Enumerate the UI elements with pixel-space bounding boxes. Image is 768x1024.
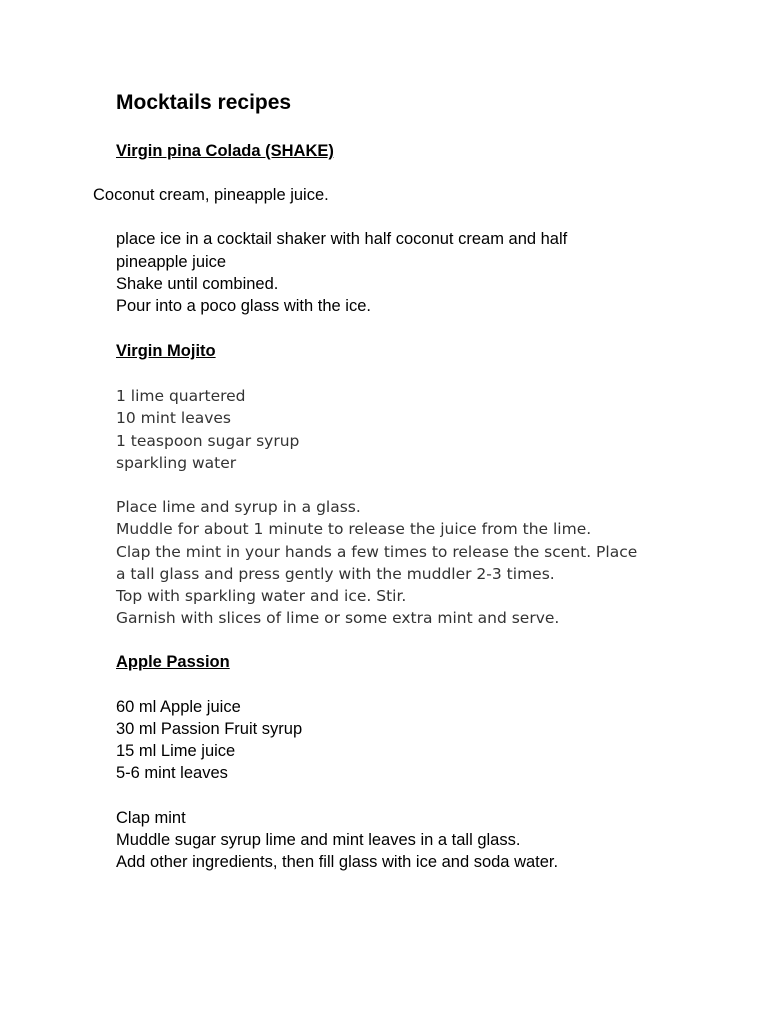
recipe-step: Top with sparkling water and ice. Stir. [116, 587, 407, 605]
recipe-summary: Coconut cream, pineapple juice. [93, 186, 329, 204]
ingredient-item: sparkling water [116, 454, 237, 472]
recipe-step: place ice in a cocktail shaker with half coconut cream and half [116, 230, 568, 248]
page-title: Mocktails recipes [116, 91, 292, 114]
recipe-heading-mojito: Virgin Mojito [116, 342, 216, 360]
recipe-step: Pour into a poco glass with the ice. [116, 297, 371, 315]
ingredient-item: 10 mint leaves [116, 409, 232, 427]
ingredient-item: 1 lime quartered [116, 387, 246, 405]
recipe-step: a tall glass and press gently with the muddler 2-3 times. [116, 565, 555, 583]
ingredient-item: 1 teaspoon sugar syrup [116, 432, 300, 450]
recipe-step: Place lime and syrup in a glass. [116, 498, 361, 516]
recipe-heading-pina-colada: Virgin pina Colada (SHAKE) [116, 142, 334, 160]
ingredient-item: 30 ml Passion Fruit syrup [116, 720, 303, 738]
recipe-step: Garnish with slices of lime or some extra mint and serve. [116, 609, 560, 627]
ingredient-item: 60 ml Apple juice [116, 698, 241, 716]
ingredient-item: 15 ml Lime juice [116, 742, 236, 760]
recipe-step: Muddle sugar syrup lime and mint leaves in a tall glass. [116, 831, 521, 849]
recipe-step: Clap mint [116, 809, 186, 827]
recipe-step: Add other ingredients, then fill glass with ice and soda water. [116, 853, 559, 871]
recipe-step: pineapple juice [116, 253, 227, 271]
recipe-step: Shake until combined. [116, 275, 279, 293]
ingredient-item: 5-6 mint leaves [116, 764, 228, 782]
recipe-step: Muddle for about 1 minute to release the juice from the lime. [116, 520, 592, 538]
recipe-step: Clap the mint in your hands a few times to release the scent. Place [116, 543, 638, 561]
recipe-heading-apple-passion: Apple Passion [116, 653, 230, 671]
